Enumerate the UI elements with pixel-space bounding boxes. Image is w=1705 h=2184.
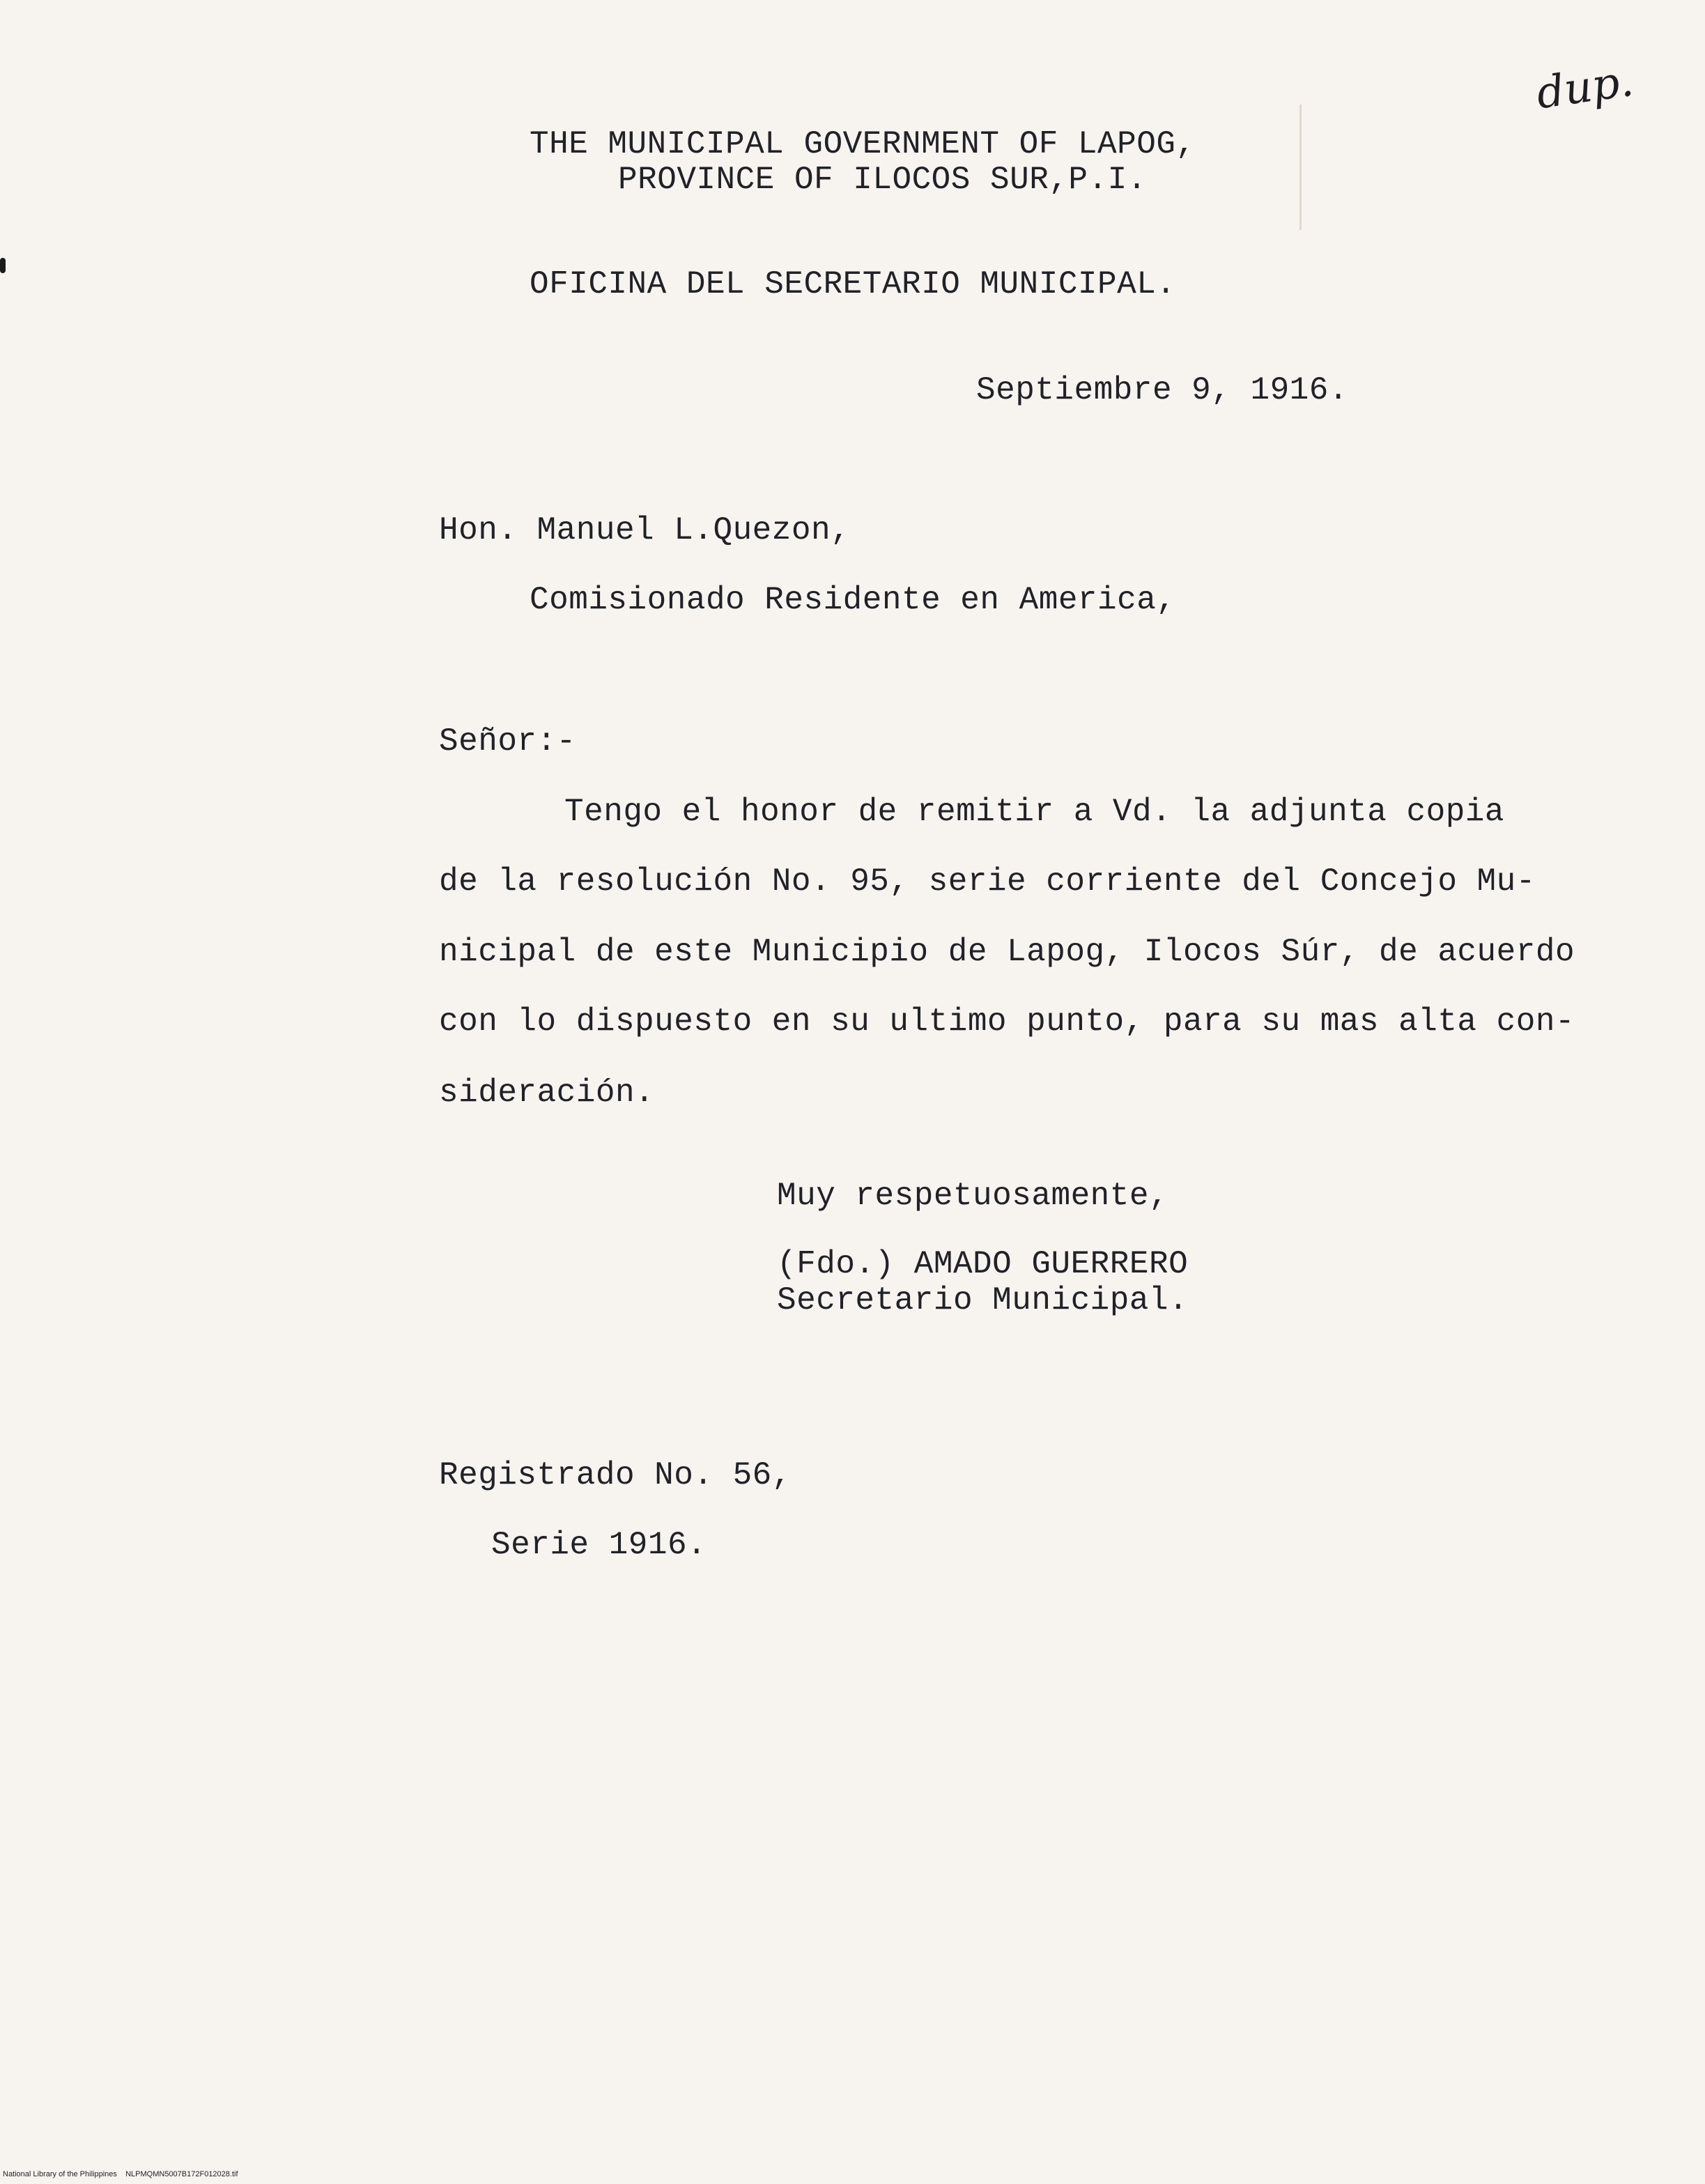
body-line-1: Tengo el honor de remitir a Vd. la adjunta copia (564, 794, 1505, 830)
registration-number: Registrado No. 56, (439, 1457, 792, 1493)
registration-series: Serie 1916. (491, 1527, 707, 1563)
letter-date: Septiembre 9, 1916. (976, 372, 1348, 408)
salutation: Señor:- (439, 723, 576, 760)
recipient-title: Comisionado Residente en America, (530, 582, 1176, 618)
binding-mark (0, 258, 6, 273)
handwritten-annotation: dup. (1533, 54, 1637, 119)
office-heading: OFICINA DEL SECRETARIO MUNICIPAL. (530, 266, 1176, 302)
signature-name: (Fdo.) AMADO GUERRERO (777, 1246, 1189, 1282)
body-line-3: nicipal de este Municipio de Lapog, Ilocos Súr, de acuerdo (439, 934, 1575, 970)
signature-title: Secretario Municipal. (777, 1282, 1189, 1318)
paper-fold-mark (1299, 105, 1302, 230)
body-line-4: con lo dispuesto en su ultimo punto, para su mas alta con- (439, 1003, 1575, 1040)
archive-footer: National Library of the Philippines NLPMQMN5007B172F012028.tif (3, 2170, 238, 2178)
body-line-2: de la resolución No. 95, serie corriente del Concejo Mu- (439, 863, 1536, 900)
recipient-name: Hon. Manuel L.Quezon, (439, 512, 851, 548)
body-line-5: sideración. (439, 1075, 655, 1111)
header-line-2: PROVINCE OF ILOCOS SUR,P.I. (618, 162, 1147, 198)
closing: Muy respetuosamente, (777, 1178, 1169, 1214)
header-line-1: THE MUNICIPAL GOVERNMENT OF LAPOG, (530, 126, 1196, 162)
